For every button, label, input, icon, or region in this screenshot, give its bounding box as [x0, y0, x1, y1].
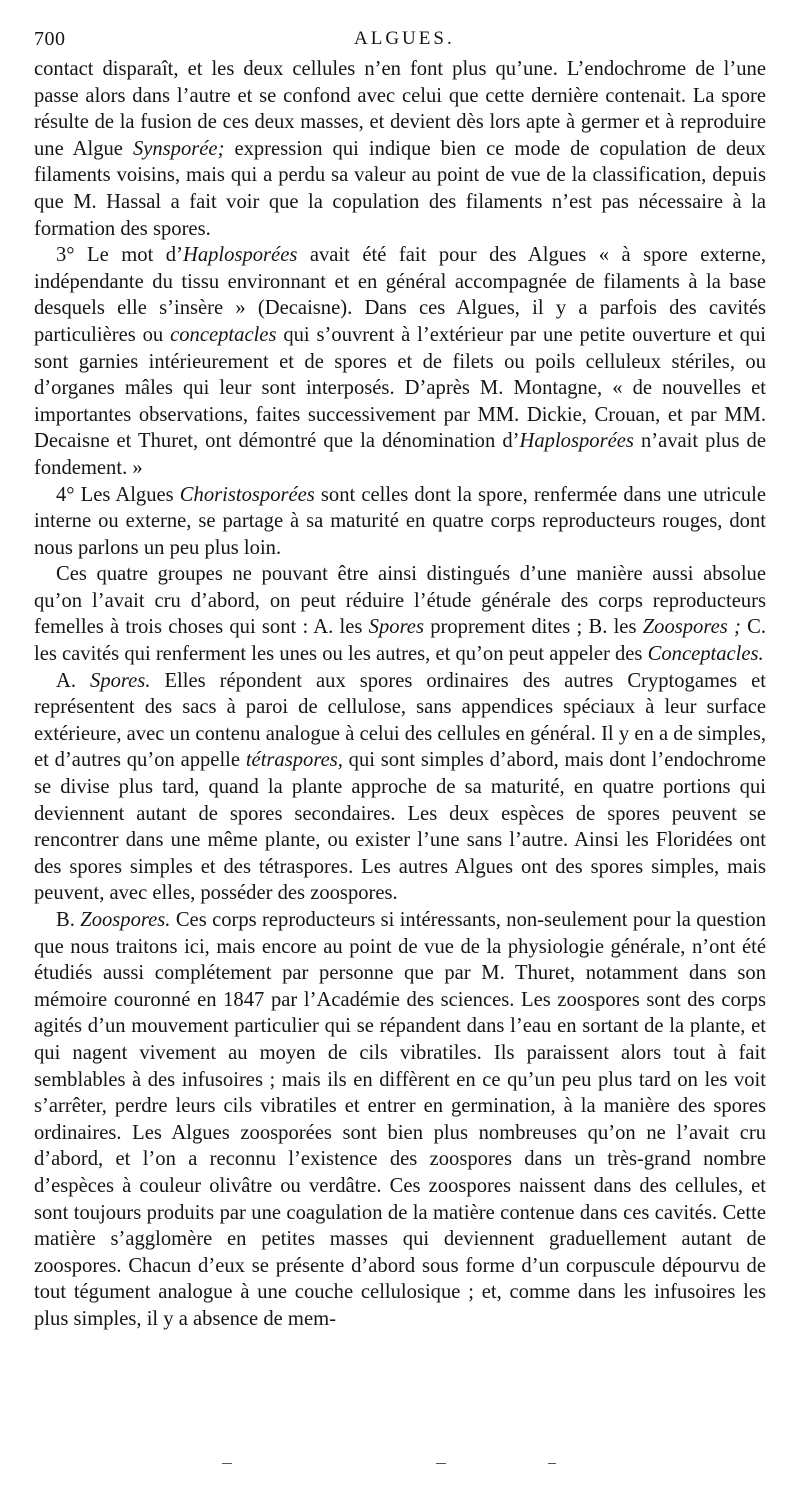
text-run: B.	[56, 909, 81, 931]
text-run: n’avait plus de fondement. »	[34, 430, 766, 479]
paragraph	[34, 561, 766, 667]
text-run: contact disparaît, et les deux cellules n’en font plus qu’une. L’endochrome de l’une passe alors dans l’autre et se confond avec celui que cette dernière contenait. La spore résulte de la fusion de ces deux masses, et devient dès lors apte à germer et à reproduire une Algue	[34, 58, 766, 160]
book-page	[34, 22, 766, 1333]
italic-term: Zoospores ;	[642, 616, 741, 639]
paragraph	[34, 482, 766, 562]
text-run: proprement dites ; B. les	[423, 616, 643, 639]
text-run: 4° Les Algues	[56, 483, 180, 506]
paragraph	[34, 56, 766, 242]
italic-term: conceptacles	[170, 323, 277, 346]
italic-term: Spores	[368, 616, 424, 639]
scan-mark	[548, 1463, 556, 1464]
text-run: qui sont simples d’abord, mais dont l’endochrome se divise plus tard, quand la plante approche de sa maturité, en quatre portions qui deviennent autant de spores secondaires. Les deux espèces de spores peuvent se rencontrer dans une même plante, ou exister l’une sans l’autre. Ainsi les Floridées ont des spores simples et des tétraspores. Les autres Algues ont des spores simples, mais peuvent, avec elles, posséder des zoospores.	[34, 749, 766, 905]
body-text	[34, 56, 766, 1333]
italic-term: tétraspores,	[245, 749, 343, 772]
italic-term: Choristosporées	[179, 483, 315, 506]
italic-term: Synsporée;	[132, 137, 225, 160]
page-number: 700	[34, 28, 66, 50]
text-run: Ces quatre groupes ne pouvant être ainsi distingués d’une manière aussi absolue qu’on l’avait cru d’abord, on peut réduire l’étude générale des corps reproducteurs femelles à trois choses qui sont : A. les	[34, 563, 766, 639]
text-run: C. les cavités qui renferment les unes ou les autres, et qu’on peut appeler des	[34, 616, 766, 666]
text-run: sont celles dont la spore, renfermée dans une utricule interne ou externe, se partage à sa maturité en quatre corps reproducteurs rouges, dont nous parlons un peu plus loin.	[34, 483, 766, 559]
text-run: A.	[56, 669, 91, 692]
scan-marks	[0, 1455, 800, 1475]
text-run: 3° Le mot d’	[56, 244, 183, 267]
italic-term: Haplosporées	[182, 244, 298, 267]
text-run: avait été fait pour des Algues « à spore externe, indépendante du tissu environnant et en général accompagnée de filaments à la base desquels elle s’insère » (Decaisne). Dans ces Algues, il y a parfois des cavités particulières ou	[34, 244, 766, 346]
text-run: expression qui indique bien ce mode de copulation de deux filaments voisins, mais qui a perdu sa valeur au point de vue de la classification, depuis que M. Hassal a fait voir que la copulation des filaments n’est pas nécessaire à la formation des spores.	[34, 137, 766, 240]
italic-term: Haplosporées	[519, 430, 634, 453]
italic-term: Conceptacles.	[647, 643, 764, 666]
text-run: Ces corps reproducteurs si intéressants, non-seulement pour la question que nous traitons ici, mais encore au point de vue de la physiologie générale, n’ont été étudiés aussi complétement par personne que par M. Thuret, notamment dans son mémoire couronné en 1847 par l’Académie des sciences. Les zoospores sont des corps agités d’un mouvement particulier qui se répandent dans l’eau en sortant de la plante, et qui nagent vivement au moyen de cils vibratiles. Ils paraissent alors tout à fait semblables à des infusoires ; mais ils en diffèrent en ce qu’un peu plus tard on les voit s’arrêter, perdre leurs cils vibratiles et entrer en germination, à la manière des spores ordinaires. Les Algues zoosporées sont bien plus nombreuses qu’on ne l’avait cru d’abord, et l’on a reconnu l’existence des zoospores dans un très-grand nombre d’espèces à couleur olivâtre ou verdâtre. Ces zoospores naissent dans des cellules, et sont toujours produits par une coagulation de la matière contenue dans ces cavités. Cette matière s’agglomère en petites masses qui deviennent graduellement autant de zoospores. Chacun d’eux se présente d’abord sous forme d’un corpuscule dépourvu de tout tégument analogue à une couche cellulosique ; et, comme dans les infusoires les plus simples, il y a absence de mem-	[34, 909, 766, 1330]
paragraph	[34, 668, 766, 907]
italic-term: Zoospores.	[80, 909, 171, 931]
running-title: ALGUES.	[354, 28, 455, 49]
paragraph	[34, 242, 766, 481]
text-run: qui s’ouvrent à l’extérieur par une petite ouverture et qui sont garnies intérieurement et de spores et de filets ou poils celluleux stériles, ou d’organes mâles qui leur sont interposés. D’après M. Montagne, « de nouvelles et importantes observations, faites successivement par MM. Dickie, Crouan, et par MM. Decaisne et Thuret, ont démontré que la dénomination d’	[34, 323, 766, 453]
scan-mark	[436, 1463, 446, 1464]
page-header	[34, 22, 766, 56]
scan-mark	[222, 1463, 232, 1464]
paragraph	[34, 907, 766, 1333]
italic-term: Spores.	[90, 669, 151, 692]
text-run: Elles répondent aux spores ordinaires des autres Cryptogames et représentent des sacs à paroi de cellulose, sans appendices spéciaux à leur surface extérieure, avec un contenu analogue à celui des cellules en général. Il y en a de simples, et d’autres qu’on appelle	[34, 669, 766, 772]
